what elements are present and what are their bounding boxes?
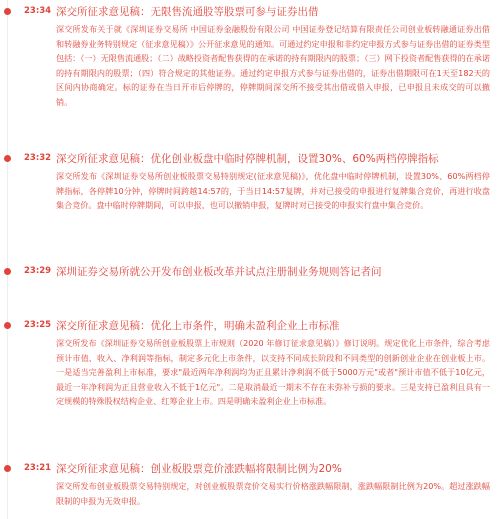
news-title[interactable]: 深交所征求意见稿：创业板股票竞价涨跌幅将限制比例为20%: [56, 463, 342, 475]
news-body: 深交所发布创业板股票交易特别规定，对创业板股票竞价交易实行价格涨跌幅限制，涨跌幅限制比例为20%。超过涨跌幅限制的申报为无效申报。: [56, 481, 490, 506]
news-item[interactable]: [0, 0, 500, 150]
news-body: 深交所发布《深圳证券交易所创业板股票上市规则（2020 年修订征求意见稿）》修订说明。规定优化上市条件，综合考虑预计市值、收入、净利润等指标，制定多元化上市条件，以支持不同成长阶段和不同类型的创新创业企业在创业板上市。一是适当完善盈利上市标准，要求"最近两年净利润均为正且累计净利润不低于5000万元"或者"预计市值不低于10亿元，最近一年净利润为正且营业收入不低于1亿元"。二是取消最近一期末不存在未弥补亏损的要求。三是支持已盈利且具有一定规模的特殊股权结构企业、红筹企业上市。四是明确未盈利企业上市标准。: [56, 338, 490, 407]
news-body: 深交所发布《深圳证券交易所创业板股票交易特别规定(征求意见稿)》，优化盘中临时停牌机制，设置30%、60%两档停牌指标，各停牌10分钟，停牌时间跨越14:57的，于当日14:57复牌，并对已接受的申报进行复牌集合竞价，再进行收盘集合竞价。盘中临时停牌期间，可以申报，也可以撤销申报，复牌时对已接受的申报实行盘中集合竞价。: [56, 171, 490, 211]
news-title[interactable]: 深交所征求意见稿：优化创业板盘中临时停牌机制，设置30%、60%两档停牌指标: [56, 153, 439, 165]
timeline-dot: [4, 465, 11, 472]
news-item[interactable]: [0, 150, 500, 260]
news-item[interactable]: [0, 262, 500, 292]
news-title[interactable]: 深圳证券交易所就公开发布创业板改革并试点注册制业务规则答记者问: [56, 266, 382, 278]
news-item[interactable]: [0, 459, 500, 519]
news-time: 23:21: [24, 463, 52, 473]
news-time: 23:29: [24, 266, 52, 276]
news-title[interactable]: 深交所征求意见稿：优化上市条件，明确未盈利企业上市标准: [56, 320, 340, 332]
timeline-dot: [4, 8, 11, 15]
news-item[interactable]: [0, 317, 500, 447]
news-body: 深交所发布关于就《深圳证券交易所 中国证券金融股份有限公司 中国证券登记结算有限责任公司创业板转融通证券出借和转融券业务特别规定（征求意见稿）》公开征求意见的通知。可通过约定申报和非约定申报方式参与证券出借的证券类型包括：（一）无限售流通股；（二）战略投资者配售获得的在承诺的持有期限内的股票；（三）网下投资者配售获得的在承诺的持有期限内的股票；（四）符合规定的其他证券。通过约定申报方式参与证券出借的，证券出借期限可在1天至182天的区间内协商确定。标的证券在当日开市后停牌的，停牌期间深交所不接受其出借或借入申报，已申报且未成交的可以撤销。: [56, 24, 490, 107]
news-time: 23:34: [24, 6, 52, 16]
news-time: 23:25: [24, 320, 52, 330]
timeline-dot: [4, 155, 11, 162]
news-time: 23:32: [24, 153, 52, 163]
timeline-dot: [4, 268, 11, 275]
news-title[interactable]: 深交所征求意见稿：无限售流通股等股票可参与证券出借: [56, 6, 319, 18]
timeline-dot: [4, 322, 11, 329]
